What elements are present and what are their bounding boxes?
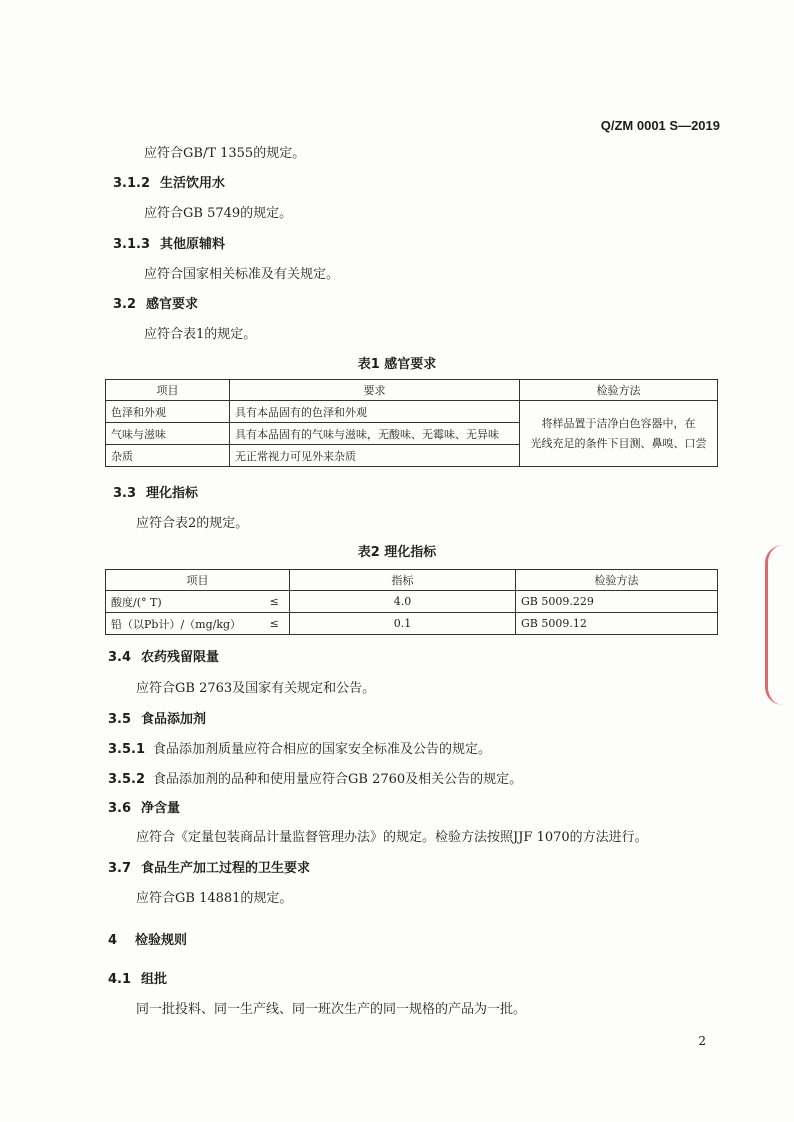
section-number: 3.1.3 [113, 237, 151, 252]
section-title: 感官要求 [146, 297, 199, 312]
section-3-5-1 [108, 738, 491, 757]
section-title: 组批 [141, 972, 168, 987]
section-title: 净含量 [141, 801, 181, 816]
table-cell-requirement: 具有本品固有的气味与滋味，无酸味、无霉味、无异味 [230, 423, 520, 445]
table-header-cell: 检验方法 [516, 570, 718, 591]
section-number: 4 [108, 933, 118, 948]
table-header-cell: 检验方法 [520, 380, 718, 401]
section-title: 农药残留限量 [141, 650, 220, 665]
section-number: 3.4 [108, 650, 132, 665]
section-3-3-heading [113, 482, 198, 501]
section-3-2-heading [113, 293, 198, 312]
table-cell-value: 0.1 [290, 613, 516, 635]
section-number: 3.6 [108, 801, 132, 816]
section-title: 理化指标 [146, 486, 199, 501]
table-cell-item: 铅（以Pb计）/（mg/kg） [106, 613, 260, 635]
section-title: 检验规则 [135, 933, 188, 948]
section-text: 食品添加剂的品种和使用量应符合GB 2760及相关公告的规定。 [153, 772, 523, 787]
section-number: 3.5.1 [108, 742, 146, 757]
table-cell-method: GB 5009.12 [516, 613, 718, 635]
section-3-4-text: 应符合GB 2763及国家有关规定和公告。 [136, 681, 376, 696]
section-title: 食品生产加工过程的卫生要求 [141, 861, 311, 876]
section-3-6-heading [108, 797, 180, 816]
section-3-5-2 [108, 768, 522, 787]
table2-caption: 表2 理化指标 [357, 545, 437, 560]
table-header-cell: 项目 [106, 380, 230, 401]
red-seal-stamp [765, 545, 794, 705]
section-3-6-text: 应符合《定量包装商品计量监督管理办法》的规定。检验方法按照JJF 1070的方法进行。 [136, 830, 648, 845]
table-header-cell: 要求 [230, 380, 520, 401]
section-3-1-2-heading [113, 172, 225, 191]
table-cell-item: 杂质 [106, 445, 230, 467]
section-4-heading [108, 929, 187, 948]
section-3-5-heading [108, 708, 206, 727]
section-3-1-3-text: 应符合国家相关标准及有关规定。 [144, 267, 340, 282]
section-title: 生活饮用水 [160, 176, 226, 191]
section-4-1-text: 同一批投料、同一生产线、同一班次生产的同一规格的产品为一批。 [136, 1002, 527, 1017]
section-4-1-heading [108, 968, 167, 987]
table-cell-item: 气味与滋味 [106, 423, 230, 445]
section-number: 3.7 [108, 861, 132, 876]
section-3-7-heading [108, 857, 310, 876]
section-title: 其他原辅料 [160, 237, 226, 252]
table-cell-requirement: 无正常视力可见外来杂质 [230, 445, 520, 467]
physicochemical-table [105, 569, 718, 635]
section-number: 3.5 [108, 712, 132, 727]
section-text: 食品添加剂质量应符合相应的国家安全标准及公告的规定。 [153, 742, 492, 757]
section-number: 3.2 [113, 297, 137, 312]
table-cell-operator: ≤ [260, 591, 290, 613]
section-number: 3.1.2 [113, 176, 151, 191]
table-cell-requirement: 具有本品固有的色泽和外观 [230, 401, 520, 423]
table1-caption: 表1 感官要求 [357, 357, 437, 372]
table-header-cell: 指标 [290, 570, 516, 591]
table-row [106, 591, 718, 613]
method-line: 将样品置于洁净白色容器中，在 [541, 416, 696, 430]
paragraph-top: 应符合GB/T 1355的规定。 [144, 146, 306, 161]
table-cell-item: 色泽和外观 [106, 401, 230, 423]
standard-code: Q/ZM 0001 S—2019 [600, 118, 720, 133]
table-cell-item: 酸度/(° T) [106, 591, 260, 613]
table-row [106, 401, 718, 423]
table-cell-operator: ≤ [260, 613, 290, 635]
method-line: 光线充足的条件下目测、鼻嗅、口尝 [530, 436, 707, 450]
section-3-2-text: 应符合表1的规定。 [144, 327, 257, 342]
table-cell-value: 4.0 [290, 591, 516, 613]
page-number: 2 [698, 1034, 706, 1048]
section-3-1-2-text: 应符合GB 5749的规定。 [144, 206, 293, 221]
table-cell-method: GB 5009.229 [516, 591, 718, 613]
table-row [106, 613, 718, 635]
section-3-3-text: 应符合表2的规定。 [136, 516, 249, 531]
table-header-row [106, 570, 718, 591]
section-number: 3.5.2 [108, 772, 146, 787]
table-cell-method [520, 401, 718, 467]
section-3-4-heading [108, 646, 219, 665]
section-3-7-text: 应符合GB 14881的规定。 [136, 891, 293, 906]
table-header-cell: 项目 [106, 570, 290, 591]
section-number: 4.1 [108, 972, 132, 987]
section-number: 3.3 [113, 486, 137, 501]
table-header-row [106, 380, 718, 401]
section-title: 食品添加剂 [141, 712, 207, 727]
sensory-requirements-table [105, 379, 718, 467]
section-3-1-3-heading [113, 233, 225, 252]
